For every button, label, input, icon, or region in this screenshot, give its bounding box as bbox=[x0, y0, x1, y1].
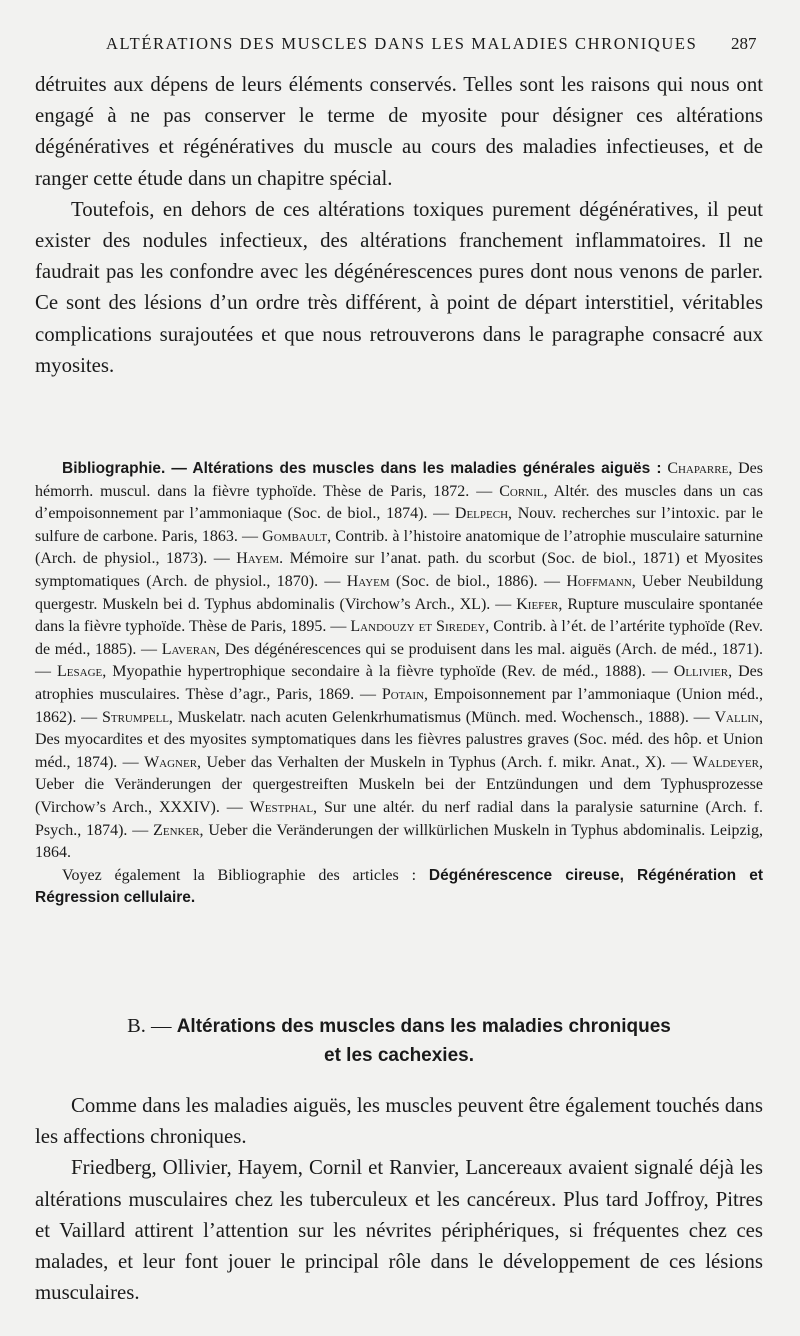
bibliography-reference: Des dégénérescences qui se produisent dans les mal. aiguës (Arch. de méd., 1871). — bbox=[35, 640, 763, 681]
running-head-title: ALTÉRATIONS DES MUSCLES DANS LES MALADIES CHRONIQUES bbox=[106, 34, 698, 53]
bibliography-author: Kiefer, bbox=[516, 595, 563, 613]
bibliography-reference: Contrib. à l’ét. de l’artérite typhoïde (Rev. de méd., 1885). — bbox=[35, 618, 763, 658]
bibliography-reference: Nouv. recherches sur l’intoxic. par le sulfure de carbone. Paris, 1863. — bbox=[35, 505, 763, 545]
bibliography-reference: Muskelatr. nach acuten Gelenkrhumatismus (Münch. med. Wochensch., 1888). — bbox=[172, 708, 715, 726]
see-also-articles: Dégénérescence cireuse, Régénération et Régression cellulaire. bbox=[35, 866, 764, 907]
bibliography-entries bbox=[35, 460, 763, 861]
bibliography-lead: Bibliographie. — Altérations des muscles dans les maladies générales aiguës : bbox=[62, 460, 662, 477]
bibliography-author: Hayem. bbox=[236, 550, 284, 568]
bibliography-paragraph bbox=[35, 458, 763, 865]
bibliography-author: Delpech, bbox=[454, 505, 513, 523]
bibliography-author: Gombault, bbox=[262, 527, 332, 545]
bibliography-reference: Des atrophies musculaires. Thèse d’agr., Paris, 1869. — bbox=[35, 663, 763, 703]
bibliography-author: Waldeyer, bbox=[692, 753, 763, 771]
page-number: 287 bbox=[731, 34, 757, 53]
bibliography-reference: Des hémorrh. muscul. dans la fièvre typhoïde. Thèse de Paris, 1872. — bbox=[35, 460, 763, 500]
body-text-top bbox=[35, 69, 763, 381]
bibliography-reference: Myopathie hypertrophique secondaire à la fièvre typhoïde (Rev. de méd., 1888). — bbox=[106, 663, 674, 681]
bibliography-reference: Rupture musculaire spontanée dans la fièvre typhoïde. Thèse de Paris, 1895. — bbox=[35, 595, 763, 636]
bibliography-reference: Sur une altér. du nerf radial dans la paralysie saturnine (Arch. f. Psych., 1874). — bbox=[35, 798, 764, 839]
paragraph-2: Toutefois, en dehors de ces altérations toxiques purement dégénératives, il peut exister des nodules infectieux, des altérations franchement inflammatoires. Il ne faudrait pas les confondre avec les dégénérescences pures dont nous venons de parler. Ce sont des lésions d’un ordre très différent, à point de départ interstitiel, véritables complications surajoutées et que nous retrouverons dans le paragraphe consacré aux myosites. bbox=[35, 197, 763, 377]
bibliography-reference: Ueber die Veränderungen der quergestreiften Muskeln bei der Entzündungen und dem Typhusprozesse (Virchow’s Arch., XXXIV). — bbox=[35, 776, 763, 816]
see-also-prefix: Voyez également la Bibliographie des articles : bbox=[62, 866, 417, 884]
bibliography-author: Hoffmann, bbox=[566, 572, 636, 590]
section-number: B. — bbox=[127, 1015, 172, 1037]
bibliography-author: Lesage, bbox=[57, 663, 107, 681]
bibliography-author: Westphal, bbox=[249, 798, 318, 816]
bibliography-reference: Contrib. à l’histoire anatomique de l’atrophie musculaire saturnine (Arch. de physiol., 1873). — bbox=[35, 527, 763, 568]
bibliography-reference: Ueber das Verhalten der Muskeln in Typhus (Arch. f. mikr. Anat., X). — bbox=[201, 753, 693, 771]
bibliography-author: Chaparre, bbox=[667, 460, 733, 477]
bibliography-author: Ollivier, bbox=[673, 663, 733, 681]
bibliography-reference: Altér. des muscles dans un cas d’empoisonnement par l’ammoniaque (Soc. de biol., 1874). — bbox=[35, 482, 764, 523]
section-heading bbox=[35, 1012, 763, 1070]
bibliography-reference: Empoisonnement par l’ammoniaque (Union méd., 1862). — bbox=[35, 685, 764, 726]
bibliography-author: Strumpell, bbox=[101, 708, 173, 726]
bibliography-reference: Mémoire sur l’anat. path. du scorbut (Soc. de biol., 1871) et Myosites symptomatiques (Arch. de physiol., 1870). — bbox=[35, 550, 764, 590]
bibliography-reference: (Soc. de biol., 1886). — bbox=[389, 572, 567, 590]
paragraph-3: Comme dans les maladies aiguës, les muscles peuvent être également touchés dans les affections chroniques. bbox=[35, 1094, 763, 1149]
bibliography-author: Cornil, bbox=[499, 482, 548, 500]
paragraph-1: détruites aux dépens de leurs éléments conservés. Telles sont les raisons qui nous ont engagé à ne pas conserver le terme de myosite pour désigner ces altérations dégénératives et régénératives du muscle au cours des maladies infectieuses, et de ranger cette étude dans un chapitre spécial. bbox=[35, 73, 763, 190]
see-also-paragraph bbox=[35, 865, 763, 910]
bibliography-author: Zenker, bbox=[153, 821, 204, 839]
bibliography bbox=[35, 458, 763, 910]
bibliography-author: Laveran, bbox=[161, 640, 220, 658]
section-heading-line-1 bbox=[35, 1012, 763, 1041]
bibliography-reference: Des myocardites et des myosites symptomatiques dans les fièvres palustres graves (Soc. méd. des hôp. et Union méd., 1874). — bbox=[35, 731, 763, 771]
bibliography-author: Wagner, bbox=[144, 753, 202, 771]
section-title-line-2: et les cachexies. bbox=[324, 1045, 474, 1066]
bibliography-reference: Ueber Neubildung quergestr. Muskeln bei d. Typhus abdominalis (Virchow’s Arch., XL). — bbox=[35, 572, 764, 613]
section-heading-line-2 bbox=[35, 1041, 763, 1070]
bibliography-author: Landouzy et Siredey, bbox=[350, 618, 490, 636]
bibliography-author: Vallin, bbox=[714, 708, 763, 726]
bibliography-author: Potain, bbox=[381, 685, 429, 703]
running-head bbox=[0, 30, 800, 62]
bibliography-reference: Ueber die Veränderungen der willkürlichen Muskeln in Typhus abdominalis. Leipzig, 1864. bbox=[35, 821, 764, 862]
section-title-line-1: Altérations des muscles dans les maladies chroniques bbox=[176, 1016, 671, 1037]
body-text-bottom bbox=[35, 1090, 763, 1308]
paragraph-4: Friedberg, Ollivier, Hayem, Cornil et Ranvier, Lancereaux avaient signalé déjà les altérations musculaires chez les tuberculeux et les cancéreux. Plus tard Joffroy, Pitres et Vaillard attirent l’attention sur les névrites périphériques, si fréquentes chez ces malades, et leur font jouer le principal rôle dans le développement de ces lésions musculaires. bbox=[35, 1156, 763, 1305]
bibliography-author: Hayem bbox=[346, 572, 390, 590]
